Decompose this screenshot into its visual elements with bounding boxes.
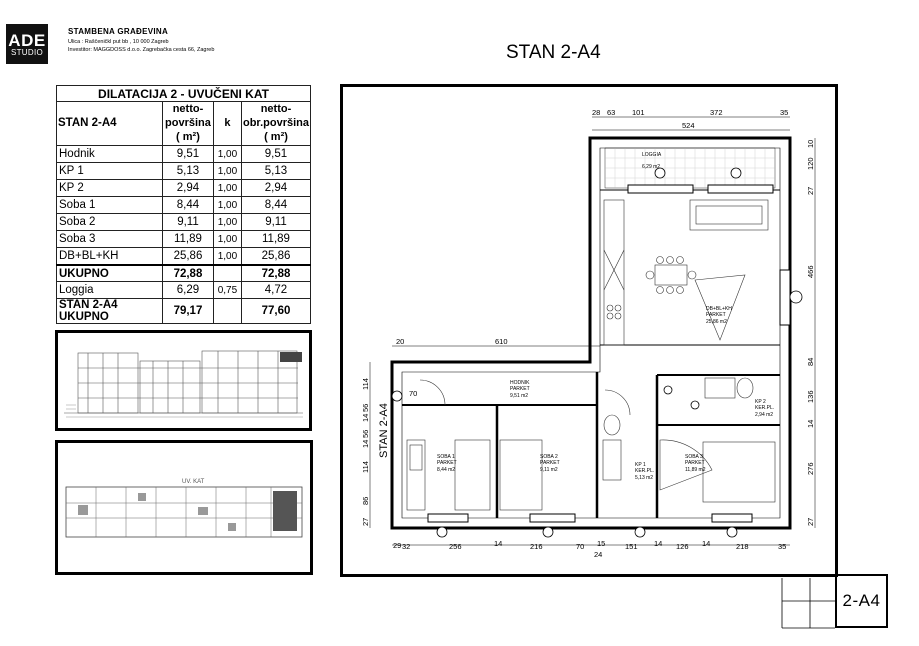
room-living-area: 25,86 m2 xyxy=(706,319,727,325)
dim-top-5: 35 xyxy=(780,108,789,117)
dim-top-3: 101 xyxy=(632,108,645,117)
project-name: STAMBENA GRAĐEVINA xyxy=(68,27,169,36)
dim-bottom-9: 14 xyxy=(654,539,663,548)
room-soba3-floor: PARKET xyxy=(685,460,705,466)
room-hallway-area: 9,51 m2 xyxy=(510,393,529,399)
room-soba1-area: 8,44 m2 xyxy=(437,467,456,473)
room-hallway-floor: PARKET xyxy=(510,386,530,392)
room-soba2-floor: PARKET xyxy=(540,460,560,466)
dim-bottom-1: 29 xyxy=(393,541,402,550)
room-kp1-area: 5,13 m2 xyxy=(635,475,654,481)
dim-bottom-2: 32 xyxy=(402,542,411,551)
logo-subtext: STUDIO xyxy=(10,47,44,57)
dim-left-8: 27 xyxy=(361,517,370,526)
table-row-loggia: Loggia 6,29 0,75 4,72 xyxy=(57,282,311,299)
room-soba2-name: SOBA 2 xyxy=(540,454,558,460)
room-living-name: DB+BL+KH xyxy=(706,306,732,312)
dim-left-3: 14 xyxy=(361,413,370,422)
dim-top-4: 372 xyxy=(710,108,723,117)
col-k: k xyxy=(213,102,241,146)
dim-left-2: 56 xyxy=(361,403,370,412)
table-row-grand-total: STAN 2-A4 UKUPNO 79,17 77,60 xyxy=(57,299,311,324)
dim-left-4: 56 xyxy=(361,429,370,438)
dim-bottom-10: 126 xyxy=(676,542,689,551)
sheet-tag: 2-A4 xyxy=(835,574,888,628)
dim-right-8: 276 xyxy=(806,462,815,475)
room-kp2-name: KP 2 xyxy=(755,399,766,405)
dim-right-7: 14 xyxy=(806,419,815,428)
room-soba3-area: 11,89 m2 xyxy=(685,467,706,473)
project-street: Ulica : Raščeničkl put bb , 10 000 Zagreb xyxy=(68,39,169,45)
dim-right-6: 136 xyxy=(806,390,815,403)
dim-bottom-4: 14 xyxy=(494,539,503,548)
dim-bottom-12: 218 xyxy=(736,542,749,551)
dim-top-1: 28 xyxy=(592,108,601,117)
col-net-area: netto- površina ( m²) xyxy=(162,102,213,146)
dim-left-1: 114 xyxy=(361,378,370,390)
col-apartment: STAN 2-A4 xyxy=(57,102,163,146)
table-row: Soba 3 11,89 1,00 11,89 xyxy=(57,231,311,248)
dim-left-6: 114 xyxy=(361,461,370,473)
dim-610: 610 xyxy=(495,337,508,346)
table-row: KP 2 2,94 1,00 2,94 xyxy=(57,180,311,197)
dim-left-5: 14 xyxy=(361,439,370,448)
logo-text: ADE xyxy=(8,30,46,50)
room-soba1-floor: PARKET xyxy=(437,460,457,466)
dim-70: 70 xyxy=(409,389,418,398)
dim-bottom-11: 14 xyxy=(702,539,711,548)
table-caption: DILATACIJA 2 - UVUČENI KAT xyxy=(57,86,311,102)
room-soba1-name: SOBA 1 xyxy=(437,454,455,460)
dim-right-4: 466 xyxy=(806,265,815,278)
project-investor: Investitor: MAGGDOSS d.o.o. Zagrebačka cesta 66, Zagreb xyxy=(68,47,215,54)
room-kp1-name: KP 1 xyxy=(635,462,646,468)
col-reduced-area: netto- obr.površina ( m²) xyxy=(241,102,310,146)
dim-top-2: 63 xyxy=(607,108,616,117)
room-soba3-name: SOBA 3 xyxy=(685,454,703,460)
table-row-total: UKUPNO 72,88 72,88 xyxy=(57,265,311,282)
room-kp2-floor: KER.PL. xyxy=(755,405,775,411)
dim-right-3: 27 xyxy=(806,186,815,195)
table-row: Soba 1 8,44 1,00 8,44 xyxy=(57,197,311,214)
dim-right-9: 27 xyxy=(806,517,815,526)
table-row: Soba 2 9,11 1,00 9,11 xyxy=(57,214,311,231)
table-row: KP 1 5,13 1,00 5,13 xyxy=(57,163,311,180)
apartment-label: STAN 2-A4 xyxy=(378,403,390,458)
dim-right-5: 84 xyxy=(806,357,815,366)
room-living-floor: PARKET xyxy=(706,312,726,318)
room-loggia-area: 6,29 m2 xyxy=(642,164,661,170)
dim-20: 20 xyxy=(396,337,405,346)
room-soba2-area: 9,11 m2 xyxy=(540,467,558,473)
dim-left-7: 86 xyxy=(361,496,370,505)
room-hallway-name: HODNIK xyxy=(510,380,530,386)
room-kp2-area: 2,94 m2 xyxy=(755,412,774,418)
dim-right-1: 10 xyxy=(806,139,815,148)
dim-bottom-8: 151 xyxy=(625,542,638,551)
dim-bottom-5: 216 xyxy=(530,542,543,551)
room-kp1-floor: KER.PL. xyxy=(635,468,655,474)
dim-right-2: 120 xyxy=(806,157,815,170)
dim-bottom-3: 256 xyxy=(449,542,462,551)
table-row: DB+BL+KH 25,86 1,00 25,86 xyxy=(57,248,311,265)
dim-bottom-13: 35 xyxy=(778,542,787,551)
room-loggia-name: LOGGIA xyxy=(642,152,662,158)
dim-24: 24 xyxy=(594,550,603,559)
dim-bottom-7: 15 xyxy=(597,539,606,548)
key-plan-label: UV. KAT xyxy=(182,479,205,485)
page-title: STAN 2-A4 xyxy=(506,42,601,63)
table-row: Hodnik 9,51 1,00 9,51 xyxy=(57,146,311,163)
dim-bottom-6: 70 xyxy=(576,542,585,551)
dim-524: 524 xyxy=(682,121,695,130)
